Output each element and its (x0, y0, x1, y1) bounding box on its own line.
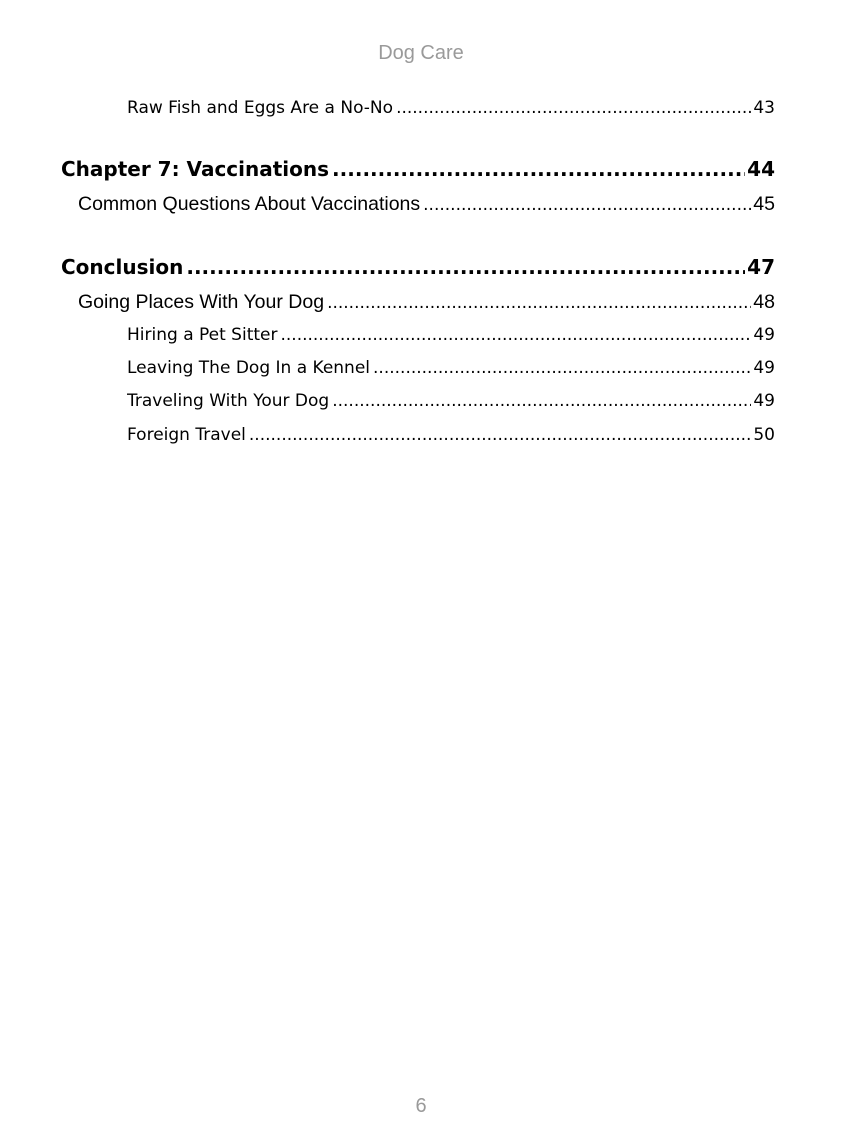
toc-page-number: 49 (753, 391, 775, 411)
toc-entry-label: Foreign Travel (127, 425, 246, 445)
dot-leader (327, 289, 751, 316)
toc-entry-raw-fish-and-eggs[interactable] (127, 97, 775, 119)
toc-entry-conclusion[interactable] (61, 254, 775, 280)
dot-leader (332, 156, 745, 182)
toc-entry-label: Hiring a Pet Sitter (127, 325, 278, 345)
dot-leader (332, 390, 751, 412)
toc-entry-traveling-with-your-dog[interactable] (127, 390, 775, 412)
toc-page-number: 48 (753, 291, 775, 313)
toc-page-number: 44 (747, 157, 775, 181)
toc-entry-common-questions-about-vaccinations[interactable] (78, 191, 775, 218)
toc-page-number: 45 (753, 193, 775, 215)
toc-entry-leaving-the-dog-in-a-kennel[interactable] (127, 357, 775, 379)
running-header: Dog Care (378, 42, 464, 64)
toc-entry-hiring-a-pet-sitter[interactable] (127, 324, 775, 346)
toc-entry-foreign-travel[interactable] (127, 424, 775, 446)
dot-leader (249, 424, 751, 446)
toc-entry-going-places-with-your-dog[interactable] (78, 289, 775, 316)
dot-leader (396, 97, 751, 119)
toc-entry-label: Common Questions About Vaccinations (78, 193, 421, 215)
toc-entry-label: Conclusion (61, 255, 184, 279)
toc-entry-label: Chapter 7: Vaccinations (61, 157, 330, 181)
toc-entry-label: Raw Fish and Eggs Are a No-No (127, 98, 394, 118)
toc-page-number: 47 (747, 255, 775, 279)
toc-page-number: 50 (753, 425, 775, 445)
toc-entry-chapter-7-vaccinations[interactable] (61, 156, 775, 182)
dot-leader (280, 324, 751, 346)
toc-page-number: 49 (753, 358, 775, 378)
toc-page-number: 43 (753, 98, 775, 118)
toc-entry-label: Leaving The Dog In a Kennel (127, 358, 371, 378)
toc-entry-label: Going Places With Your Dog (78, 291, 325, 313)
page-number: 6 (415, 1095, 427, 1117)
dot-leader (186, 254, 745, 280)
dot-leader (423, 191, 751, 218)
dot-leader (373, 357, 751, 379)
toc-page-number: 49 (753, 325, 775, 345)
toc-entry-label: Traveling With Your Dog (127, 391, 330, 411)
